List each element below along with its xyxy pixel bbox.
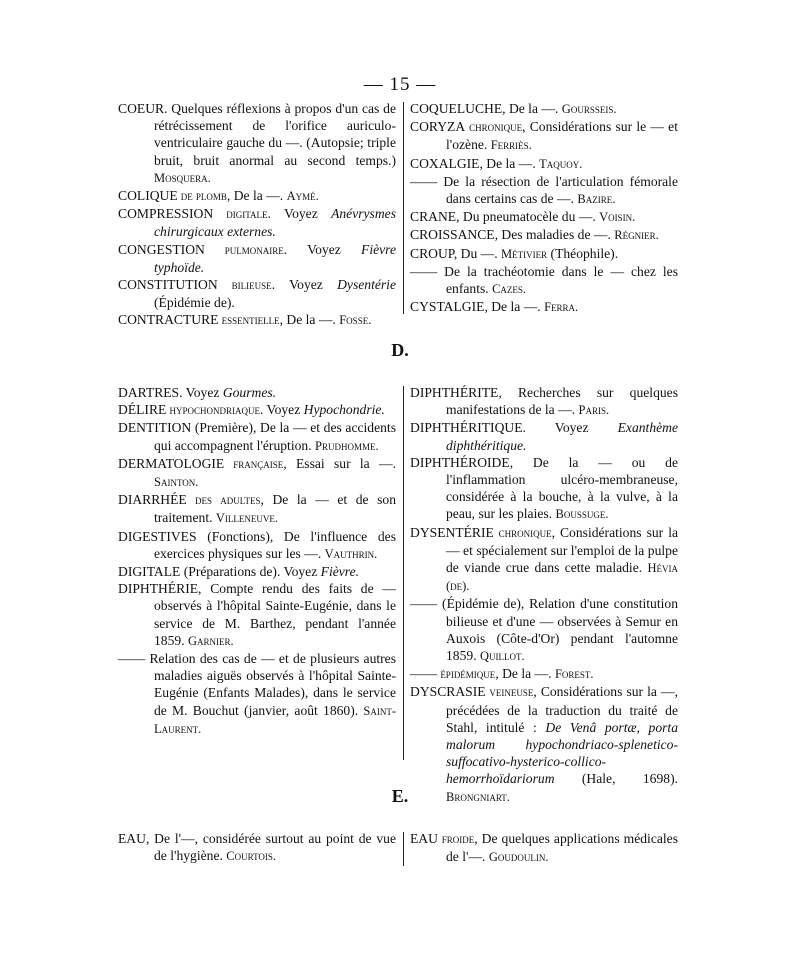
index-entry xyxy=(118,580,396,650)
entry-text: , De la —. xyxy=(484,299,545,315)
entry-heading: DIPHTHÉRIE xyxy=(118,581,199,597)
entry-text: , De la —. xyxy=(226,188,287,204)
column-divider-d xyxy=(403,386,404,760)
entry-qualifier: froide xyxy=(437,832,475,846)
entry-italic-reference: Hypochondrie. xyxy=(303,402,385,418)
entry-author: Boussuge. xyxy=(555,507,609,522)
index-entry xyxy=(410,298,678,316)
section-d-right-column xyxy=(410,384,678,806)
entry-heading: CROISSANCE xyxy=(410,227,495,243)
index-entry xyxy=(118,563,396,580)
entry-heading: COLIQUE xyxy=(118,188,178,204)
entry-author: Saint-Laurent. xyxy=(154,703,396,736)
entry-heading: DIPHTHÉROIDE xyxy=(410,454,510,470)
entry-italic-reference: Anévrysmes chirurgicaux externes. xyxy=(154,206,396,240)
entry-text: Voyez xyxy=(182,385,223,400)
entry-text: , Compte rendu des faits de — observés à l'hôpital Sainte-Eugénie, dans le service de M. Barthez, pendant l'année 1859. xyxy=(154,581,396,648)
entry-heading: CONTRACTURE xyxy=(118,312,219,328)
index-entry xyxy=(118,528,396,563)
index-entry xyxy=(410,595,678,665)
section-e-right-column xyxy=(410,830,678,866)
entry-heading: DARTRES. xyxy=(118,385,183,400)
entry-heading: COEUR. xyxy=(118,101,168,116)
entry-author: Fosse. xyxy=(339,313,372,328)
entry-author: Hévia (de). xyxy=(446,561,678,594)
entry-text: , De quelques applications médicales de l'—. xyxy=(446,831,678,865)
index-entry xyxy=(410,665,678,683)
entry-author: Cazes. xyxy=(492,282,527,297)
index-entry xyxy=(118,650,396,738)
index-entry xyxy=(118,276,396,311)
entry-qualifier: bilieuse xyxy=(217,278,272,293)
entry-text: , Du —. xyxy=(453,245,502,261)
entry-author: Quillot. xyxy=(479,649,525,664)
entry-text: Relation des cas de — et de plusieurs autres maladies aiguës observés à l'hôpital Sainte-Eugénie (Enfants Malades), dans le service de M. Bouchut (janvier, août 1860). xyxy=(145,651,396,718)
entry-heading: —— xyxy=(410,173,438,189)
entry-text: , Du pneumatocèle du —. xyxy=(456,209,600,225)
entry-heading: DIGITALE xyxy=(118,564,181,580)
entry-text: , De la — et de son traitement. xyxy=(154,492,396,526)
entry-heading: CYSTALGIE xyxy=(410,299,485,315)
entry-qualifier: des adultes xyxy=(186,493,261,508)
entry-qualifier: pulmonaire xyxy=(204,242,284,257)
entry-text: , De la — ou de l'inflammation ulcéro-membraneuse, considérée à la bouche, à la vulve, à la peau, sur les plaies. xyxy=(446,454,678,522)
index-entry xyxy=(410,263,678,298)
entry-heading: —— xyxy=(118,651,146,667)
entry-author: Brongniart. xyxy=(446,789,510,804)
index-entry xyxy=(410,419,678,453)
index-entry xyxy=(118,419,396,454)
entry-heading: —— xyxy=(410,596,438,612)
entry-author: Paris. xyxy=(578,403,610,418)
entry-text-continued: (Épidémie de). xyxy=(154,295,235,311)
entry-author: Courtois. xyxy=(226,849,277,864)
index-entry xyxy=(118,241,396,276)
entry-author: Sainton. xyxy=(154,475,199,490)
entry-text: De la trachéotomie dans le — chez les enfants. xyxy=(437,263,678,297)
entry-italic-reference: De Venâ portæ, porta malorum hypochondriaco-splenetico-suffocativo-hysterico-collico-hemorrhoïdariorum xyxy=(446,719,678,787)
entry-text: . Voyez xyxy=(267,206,332,222)
entry-heading: DENTITION xyxy=(118,420,192,436)
index-entry xyxy=(410,830,678,866)
index-entry xyxy=(118,100,396,187)
entry-italic-reference: Exanthème diphthéritique. xyxy=(446,420,678,453)
index-entry xyxy=(410,208,678,226)
entry-author: Mosquera. xyxy=(154,170,211,185)
entry-text: , Considérations sur la — et spécialement sur l'emploi de la pulpe de viande crue dans cette maladie. xyxy=(446,524,679,576)
entry-qualifier: hypochondriaque xyxy=(166,403,260,418)
index-entry xyxy=(410,226,678,244)
entry-text: , Considérations sur la —, précédées de la traduction du traité de Stahl, intitulé : xyxy=(446,684,678,735)
entry-author: Taquoy. xyxy=(539,156,583,171)
entry-text: Voyez xyxy=(525,420,618,436)
entry-italic-reference: Gourmes. xyxy=(222,385,277,400)
index-entry xyxy=(410,173,678,208)
entry-author: Régnier. xyxy=(614,228,659,243)
entry-heading: COXALGIE xyxy=(410,155,480,171)
section-letter-d: D. xyxy=(391,340,409,360)
index-entry xyxy=(118,455,396,491)
entry-text: , De l'—, considérée surtout au point de vue de l'hygiène. xyxy=(145,831,396,864)
entry-heading: DIARRHÉE xyxy=(118,492,187,508)
entry-qualifier: digitale xyxy=(213,207,268,222)
entry-author: Prudhomme. xyxy=(315,438,379,453)
entry-author: Ferriès. xyxy=(490,138,532,153)
entry-author: Ferra. xyxy=(544,300,579,315)
entry-text: , De la —. xyxy=(502,101,562,116)
section-letter-e: E. xyxy=(391,786,409,806)
entry-heading: —— xyxy=(410,666,438,682)
index-entry xyxy=(118,491,396,527)
entry-heading: DIGESTIVES xyxy=(118,528,197,544)
entry-text-continued: (Hale, 1698). xyxy=(554,771,678,787)
entry-text: . Voyez xyxy=(283,241,362,257)
entry-author: Forest. xyxy=(554,667,594,682)
section-c-left-column xyxy=(118,100,396,330)
entry-qualifier: française xyxy=(224,456,284,471)
index-entry xyxy=(410,454,678,524)
entry-text: (Épidémie de), Relation d'une constitution bilieuse et d'une — observées à Semur en Auxois (Côte-d'Or) pendant l'automne 1859. xyxy=(437,596,678,664)
index-entry xyxy=(410,155,678,173)
entry-heading: DERMATOLOGIE xyxy=(118,455,225,471)
entry-text: , Considérations sur le — et l'ozène. xyxy=(446,119,678,153)
entry-qualifier: de plomb xyxy=(177,189,227,204)
entry-heading: COMPRESSION xyxy=(118,206,214,222)
index-entry xyxy=(410,524,678,596)
entry-author: Métivier xyxy=(501,246,548,261)
entry-text: . Voyez xyxy=(271,277,338,293)
entry-heading: COQUELUCHE xyxy=(410,101,503,116)
entry-qualifier: veineuse xyxy=(485,685,534,700)
entry-heading: CONGESTION xyxy=(118,241,205,257)
entry-author: Voisin. xyxy=(599,210,636,225)
entry-heading: CONSTITUTION xyxy=(118,277,218,293)
entry-heading: EAU xyxy=(410,831,438,846)
entry-text: (Première), De la — et des accidents qui accompagnent l'éruption. xyxy=(154,420,396,453)
entry-author: Goursseis. xyxy=(561,102,617,116)
entry-heading: EAU xyxy=(118,831,146,846)
entry-author: Bazire. xyxy=(577,192,616,207)
entry-text-continued: (Théophile). xyxy=(547,245,619,261)
entry-text: De la résection de l'articulation fémorale dans certains cas de —. xyxy=(437,173,678,207)
index-entry xyxy=(118,311,396,329)
index-entry xyxy=(410,100,678,118)
entry-italic-reference: Fièvre. xyxy=(320,564,360,580)
index-entry xyxy=(118,205,396,240)
entry-heading: —— xyxy=(410,263,438,279)
entry-text: (Fonctions), De l'influence des exercices physiques sur les —. xyxy=(154,528,396,561)
entry-author: Villeneuve. xyxy=(215,511,279,526)
column-divider-e xyxy=(403,832,404,866)
entry-author: Vauthrin. xyxy=(324,546,378,561)
index-entry xyxy=(118,384,396,401)
index-entry xyxy=(118,401,396,419)
entry-text: , Des maladies de —. xyxy=(494,227,615,243)
entry-text: , Essai sur la —. xyxy=(283,455,396,471)
index-entry xyxy=(118,830,396,865)
entry-heading: DIPHTHÉRITIQUE. xyxy=(410,420,526,436)
entry-text: (Préparations de). Voyez xyxy=(180,564,321,580)
entry-qualifier: chronique xyxy=(493,525,552,540)
entry-text: Quelques réflexions à propos d'un cas de rétrécissement de l'orifice auriculo-ventriculaire gauche du —. (Autopsie; triple bruit, bruit anormal au second temps.) xyxy=(154,101,396,168)
entry-italic-reference: Fièvre typhoïde. xyxy=(154,241,396,275)
entry-text: , De la —. xyxy=(279,312,340,328)
section-d-left-column xyxy=(118,384,396,738)
entry-text: , Recherches sur quelques manifestations de la —. xyxy=(446,385,678,418)
entry-qualifier: chronique xyxy=(465,120,523,135)
entry-author: Aymé. xyxy=(286,189,319,204)
entry-heading: DÉLIRE xyxy=(118,402,167,418)
page-number: — 15 — xyxy=(363,74,437,95)
entry-heading: CRANE xyxy=(410,209,457,225)
column-divider-c xyxy=(403,102,404,314)
entry-italic-reference: Dysentérie xyxy=(337,277,396,293)
entry-author: Goudoulin. xyxy=(488,850,549,865)
entry-qualifier: épidémique xyxy=(437,667,496,682)
entry-heading: CROUP xyxy=(410,245,454,261)
entry-heading: DIPHTHÉRITE xyxy=(410,385,499,400)
entry-author: Garnier. xyxy=(187,633,234,648)
section-e-left-column xyxy=(118,830,396,865)
entry-text: . Voyez xyxy=(259,402,304,418)
entry-qualifier: essentielle xyxy=(218,313,280,328)
entry-text: , De la —. xyxy=(479,155,540,171)
index-entry xyxy=(410,118,678,154)
entry-heading: DYSCRASIE xyxy=(410,684,486,700)
section-c-right-column xyxy=(410,100,678,316)
index-entry xyxy=(410,384,678,419)
entry-text: , De la —. xyxy=(495,666,555,682)
index-entry xyxy=(118,187,396,205)
index-entry xyxy=(410,245,678,263)
entry-heading: CORYZA xyxy=(410,119,466,135)
entry-heading: DYSENTÉRIE xyxy=(410,524,494,540)
